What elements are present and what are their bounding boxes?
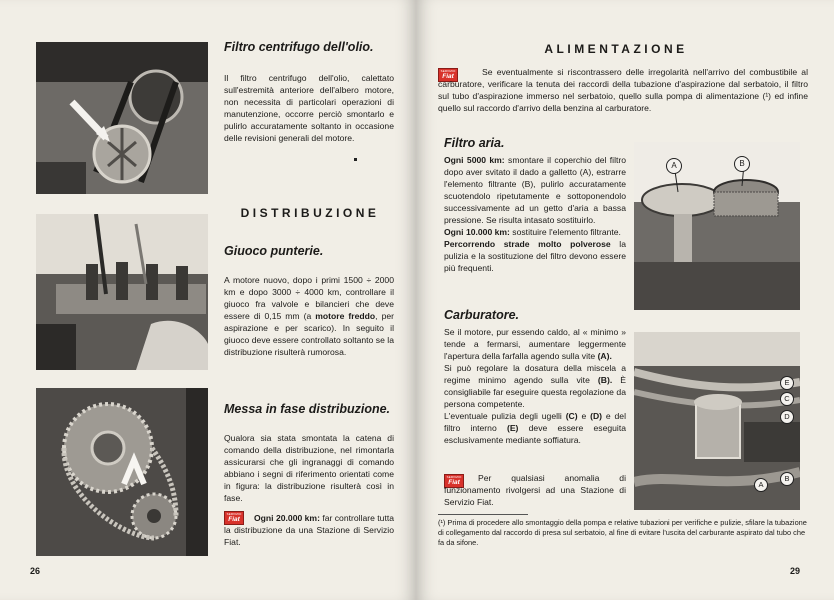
carb-p3-mid2: e del filtro interno [444,411,626,433]
valve-play-text-end: , per aspirazione e per scarico). In seguito il giuoco deve essere controllato soltanto se la distribuzione risulterà rumorosa. [224,311,395,357]
carb-p3-post: deve essere eseguita esclusivamente mediante soffiatura. [444,423,626,445]
air-filter-body2: sostituire l'elemento filtrante. [509,227,621,237]
carb-p3-kw1: (C) [565,411,578,421]
valve-play-text-start: A motore nuovo, dopo i primi 1500 ÷ 2000 km e dopo 3000 ÷ 4000 km, controllare il giuoco fra valvole e bilancieri che deve essere di 0,15 mm (a [224,275,394,321]
footnote-text: (¹) Prima di procedere allo smontaggio della pompa e relative tubazioni per verifiche e pulizie, sfilare la tubazione di collegamento dal raccordo di presa sul serbatoio, al fine di evitare l'uscita del carburante aspirato dal tubo che fa da sifone. [438,518,807,547]
distribution-heading: DISTRIBUZIONE [240,206,380,220]
oil-filter-photo [36,42,208,194]
air-filter-body1: smontare il coperchio del filtro dopo aver svitato il dado a galletto (A), estrarre l'elemento filtrante (B), pulirlo accuratamente scuotendolo ripetutamente e sottoponendolo successivamente ad un getto d'aria a bassa pressione. Se risulta intasato sostituirlo. [444,155,627,225]
carb-label-c: C [780,392,794,406]
carburetor-illustration [634,332,800,510]
air-filter-label-a: A [666,158,682,174]
service-keyword: Ogni 20.000 km: [254,513,320,523]
page-number-left: 26 [30,566,41,576]
carb-label-e: E [780,376,794,390]
air-filter-illustration [634,142,800,310]
carb-p1-kw: (A). [597,351,612,361]
badge-intro-line2: Fiat [442,73,454,80]
right-page [416,0,834,600]
timing-illustration [36,388,208,556]
air-filter-body3: la pulizia e la sostituzione del filtro devono essere più frequenti. [444,239,626,273]
air-filter-label-b: B [734,156,750,172]
oil-filter-illustration [36,42,208,194]
service-body: far controllare tutta la distribuzione da una Stazione di Servizio Fiat. [224,513,394,547]
footnote-rule [438,514,528,515]
carb-label-d: D [780,410,794,424]
oil-filter-text: Il filtro centrifugo dell'olio, calettato sull'estremità anteriore dell'albero motore, non necessita di particolari operazioni di manutenzione, occorre perciò smontarlo e pulirlo accuratamente soltanto in occasione delle revisioni generali del motore. [224,73,394,143]
badge-carb-line1: SERVIZIO [446,475,462,479]
carburetor-service-text: Per qualsiasi anomalia di funzionamento rivolgersi ad una Stazione di Servizio Fiat. [444,473,626,507]
feeding-intro-text: Se eventualmente si riscontrassero delle irregolarità nell'arrivo del combustibile al carburatore, verificare la tenuta dei raccordi della tubazione d'aspirazione dal serbatoio, il filtro sul tubo d'aspirazione immerso nel serbatoio, quello sulla pompa di alimentazione (¹) ed infine quello sul raccordo d'arrivo della benzina al carburatore. [438,67,808,113]
air-filter-kw1: Ogni 5000 km: [444,155,505,165]
badge-line2: Fiat [228,516,240,523]
timing-text: Qualora sia stata smontata la catena di comando della distribuzione, nel rimontarla assicurarsi che gli ingranaggi di comando abbiano i segni di riferimento orientati come in figura: la distribuzione risulterà così in fase. [224,433,394,503]
air-filter-kw3: Percorrendo strade molto polverose [444,239,611,249]
carb-p3: L'eventuale pulizia degli ugelli [444,411,566,421]
valve-play-text [224,274,394,358]
badge-line1: SERVIZIO [226,512,242,516]
carburetor-title: Carburatore. [444,308,520,322]
service-text [224,512,394,548]
carb-p1: Se il motore, pur essendo caldo, al « minimo » tende a fermarsi, aumentare leggermente l'apertura della farfalla agendo sulla vite [444,327,626,361]
carb-label-b: B [780,472,794,486]
valve-clearance-photo [36,214,208,370]
air-filter-text [444,154,626,274]
carb-p2: Si può regolare la dosatura della miscela a regime minimo agendo sulla vite [444,363,626,385]
carb-p3-mid1: e [577,411,591,421]
feeding-heading: ALIMENTAZIONE [544,42,688,56]
air-filter-title: Filtro aria. [444,136,505,150]
timing-photo [36,388,208,556]
carb-p3-kw3: (E) [506,423,519,433]
page-number-right: 29 [790,566,801,576]
carb-label-a: A [754,478,768,492]
oil-filter-title: Filtro centrifugo dell'olio. [224,40,374,54]
badge-carb-line2: Fiat [448,479,460,486]
carburetor-text [444,326,626,446]
badge-intro-line1: SERVIZIO [440,69,456,73]
carburetor-photo [634,332,800,510]
timing-title: Messa in fase distribuzione. [224,402,391,416]
carb-p2-kw: (B). [597,375,613,385]
valve-clearance-illustration [36,214,208,370]
air-filter-photo [634,142,800,310]
valve-play-keyword: motore freddo [315,311,376,321]
air-filter-kw2: Ogni 10.000 km: [444,227,510,237]
valve-play-title: Giuoco punterie. [224,244,324,258]
left-page [0,0,416,600]
carb-p3-kw2: (D) [590,411,603,421]
carb-p2-post: È consigliabile far eseguire questa regolazione da persona competente. [444,375,627,409]
end-mark [354,158,357,161]
